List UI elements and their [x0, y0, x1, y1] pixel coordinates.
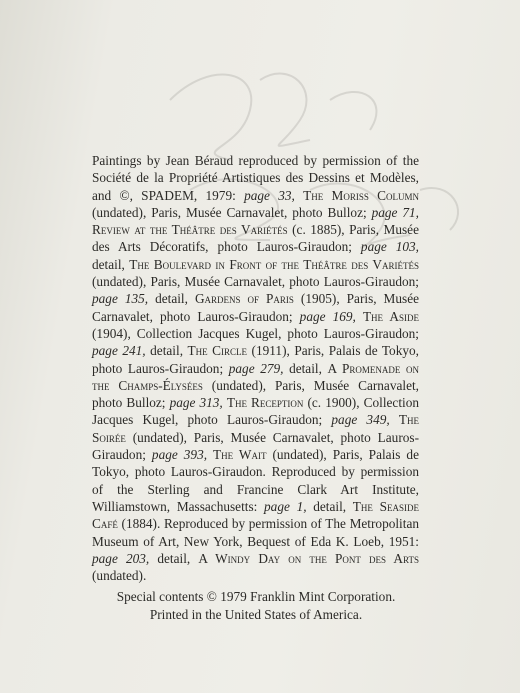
photo-credits-paragraph: [92, 152, 419, 584]
page-reference: page 241,: [92, 343, 146, 359]
page-reference: page 279,: [228, 360, 284, 376]
credit-text: (1904), Collection Jacques Kugel, photo Lauros-Giraudon;: [92, 325, 419, 341]
printed-in-line: Printed in the United States of America.: [149, 607, 363, 622]
credit-text: detail,: [92, 256, 130, 272]
copyright-footer: [88, 588, 424, 624]
credit-text: detail,: [145, 343, 188, 359]
credit-text: (undated), Paris, Palais de Tokyo, photo Lauros-Giraudon. Reproduced by permission of the Sterling and Francine Clark Art Institute, Williamstown, Massachusetts:: [92, 447, 419, 514]
credit-text: detail,: [149, 550, 199, 566]
credit-text: (undated).: [92, 568, 147, 584]
painting-title: The Wait: [213, 447, 267, 463]
credit-text: detail,: [283, 360, 328, 376]
page-reference: page 1,: [264, 498, 307, 514]
credit-text: Paintings by Jean Béraud reproduced by permission of the Société de la Propriété Artistiques des Dessins et Modèles, and ©, SPADEM, 1979:: [92, 153, 419, 203]
credit-text: (undated), Paris, Musée Carnavalet, photo Lauros-Giraudon;: [92, 429, 419, 463]
credit-text: (1911), Paris, Palais de Tokyo, photo Lauros-Giraudon;: [92, 343, 419, 376]
credit-text: detail,: [306, 498, 353, 514]
painting-title: The Boulevard in Front of the Théâtre des Variétés: [129, 256, 419, 272]
credit-text: detail,: [148, 291, 195, 307]
painting-title: Gardens of Paris: [194, 291, 294, 307]
page-reference: page 71,: [371, 204, 419, 220]
credit-text: (undated), Paris, Musée Carnavalet, photo Bulloz;: [92, 204, 372, 220]
credit-text: (c. 1900), Collection Jacques Kugel, photo Lauros-Giraudon;: [92, 395, 420, 428]
credit-text: (undated), Paris, Musée Carnavalet, photo Bulloz;: [92, 377, 419, 411]
page-reference: page 349,: [331, 412, 390, 428]
painting-title: The Seaside Café: [92, 498, 419, 532]
painting-title: The Soirée: [92, 412, 419, 445]
credit-text: (1905), Paris, Musée Carnavalet, photo Lauros-Giraudon;: [92, 291, 419, 324]
credit-text: [295, 188, 303, 203]
painting-title: The Reception: [226, 395, 304, 411]
page-reference: page 203,: [92, 550, 150, 566]
credit-text: (1884). Reproduced by permission of The Metropolitan Museum of Art, New York, Bequest of Eda K. Loeb, 1951:: [92, 516, 419, 549]
credit-text: [390, 412, 399, 427]
page-reference: page 169,: [299, 308, 356, 324]
page-reference: page 135,: [92, 291, 149, 307]
copyright-line: Special contents © 1979 Franklin Mint Corporation.: [116, 589, 396, 604]
page-reference: page 33,: [244, 187, 295, 203]
painting-title: The Moriss Column: [303, 187, 419, 203]
page-reference: page 393,: [151, 447, 208, 463]
credit-text: (c. 1885), Paris, Musée des Arts Décoratifs, photo Lauros-Giraudon;: [92, 222, 419, 255]
painting-title: The Circle: [187, 343, 248, 359]
credit-text: (undated), Paris, Musée Carnavalet, photo Lauros-Giraudon;: [92, 274, 419, 290]
painting-title: The Aside: [362, 308, 419, 324]
painting-title: A Windy Day on the Pont des Arts: [198, 550, 419, 566]
page-reference: page 103,: [360, 239, 419, 255]
painting-title: Review at the Théâtre des Variétés: [92, 222, 288, 238]
page-reference: page 313,: [169, 395, 223, 411]
credit-text: [356, 309, 363, 324]
painting-title: A Promenade on the Champs-Élysées: [92, 360, 419, 393]
